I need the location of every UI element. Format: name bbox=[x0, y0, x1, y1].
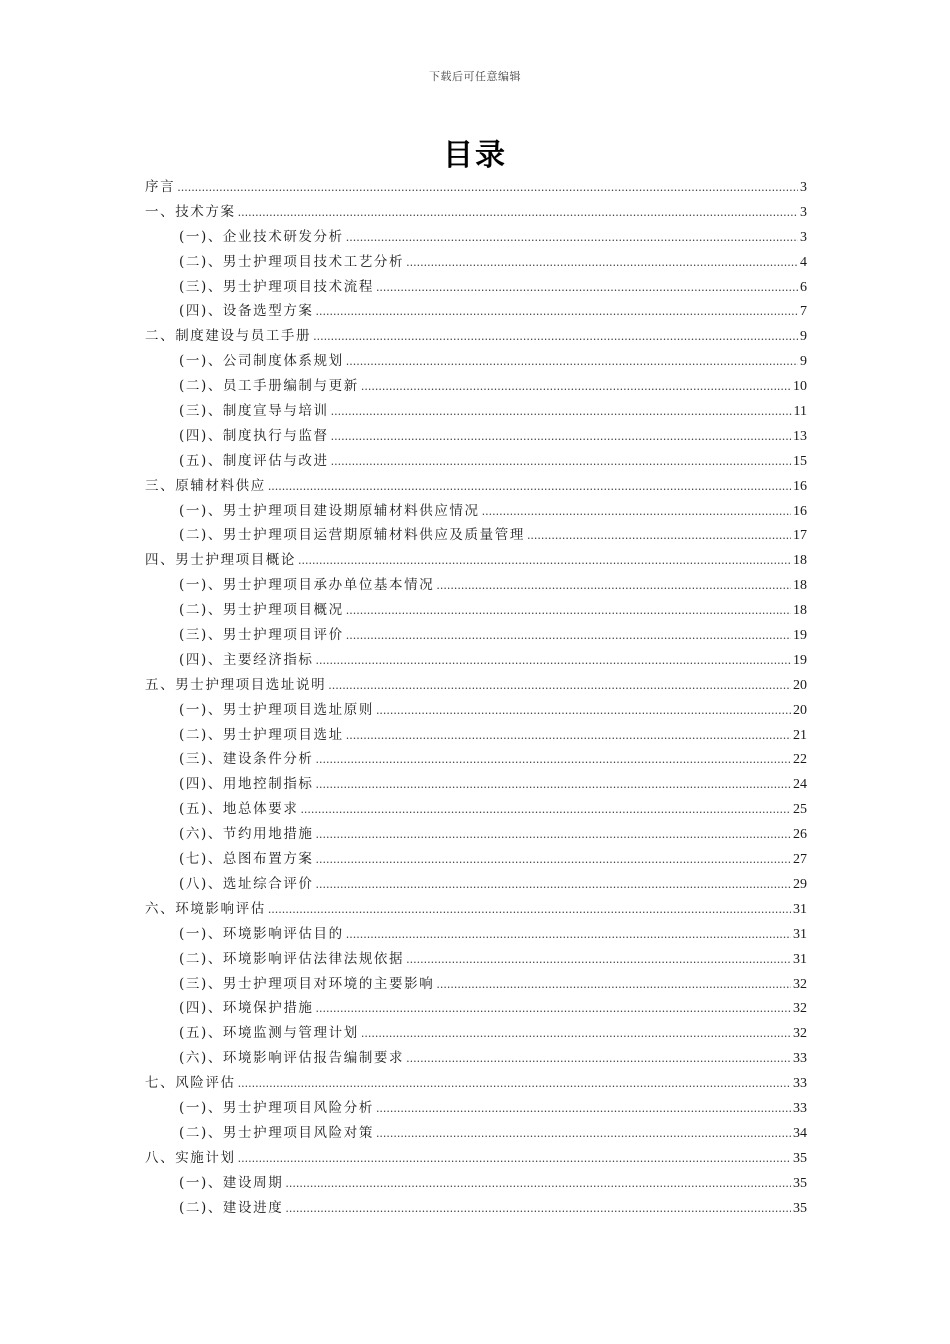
toc-entry-label: (二)、男士护理项目风险对策 bbox=[179, 1124, 374, 1141]
toc-section-entry[interactable] bbox=[145, 1171, 807, 1196]
toc-section-entry[interactable] bbox=[145, 822, 807, 847]
toc-page-number: 20 bbox=[793, 702, 807, 718]
toc-entry-label: (二)、建设进度 bbox=[179, 1199, 284, 1216]
toc-entry-label: (四)、制度执行与监督 bbox=[179, 427, 329, 444]
toc-section-entry[interactable] bbox=[145, 723, 807, 748]
toc-dot-leader bbox=[316, 300, 798, 325]
toc-dot-leader bbox=[331, 450, 791, 475]
toc-dot-leader bbox=[527, 524, 791, 549]
toc-page-number: 9 bbox=[800, 329, 807, 345]
toc-entry-label: 二、制度建设与员工手册 bbox=[145, 328, 312, 345]
toc-dot-leader bbox=[316, 649, 791, 674]
toc-page-number: 13 bbox=[793, 428, 807, 444]
toc-entry-label: 五、男士护理项目选址说明 bbox=[145, 676, 327, 693]
toc-section-entry[interactable] bbox=[145, 1096, 807, 1121]
toc-dot-leader bbox=[331, 400, 792, 425]
toc-dot-leader bbox=[316, 748, 791, 773]
toc-entry-label: (一)、男士护理项目承办单位基本情况 bbox=[179, 577, 435, 594]
toc-chapter-entry[interactable] bbox=[145, 1146, 807, 1171]
toc-page-number: 31 bbox=[793, 951, 807, 967]
toc-section-entry[interactable] bbox=[145, 499, 807, 524]
toc-page-number: 33 bbox=[793, 1100, 807, 1116]
toc-section-entry[interactable] bbox=[145, 1121, 807, 1146]
toc-page-number: 31 bbox=[793, 926, 807, 942]
toc-entry-label: (三)、男士护理项目评价 bbox=[179, 627, 344, 644]
toc-entry-label: (一)、建设周期 bbox=[179, 1174, 284, 1191]
toc-dot-leader bbox=[346, 724, 791, 749]
toc-dot-leader bbox=[177, 176, 798, 201]
toc-dot-leader bbox=[238, 201, 798, 226]
toc-section-entry[interactable] bbox=[145, 299, 807, 324]
toc-section-entry[interactable] bbox=[145, 872, 807, 897]
toc-entry-label: (二)、环境影响评估法律法规依据 bbox=[179, 950, 405, 967]
toc-chapter-entry[interactable] bbox=[145, 200, 807, 225]
toc-chapter-entry[interactable] bbox=[145, 1071, 807, 1096]
toc-page-number: 26 bbox=[793, 827, 807, 843]
toc-dot-leader bbox=[316, 823, 791, 848]
toc-page-number: 3 bbox=[800, 180, 807, 195]
toc-section-entry[interactable] bbox=[145, 1021, 807, 1046]
toc-dot-leader bbox=[346, 350, 798, 375]
toc-dot-leader bbox=[331, 425, 791, 450]
toc-dot-leader bbox=[436, 574, 791, 599]
toc-section-entry[interactable] bbox=[145, 225, 807, 250]
toc-dot-leader bbox=[406, 251, 798, 276]
toc-page-number: 3 bbox=[800, 229, 807, 245]
toc-dot-leader bbox=[285, 1172, 791, 1197]
toc-entry-label: (一)、公司制度体系规划 bbox=[179, 353, 344, 370]
toc-section-entry[interactable] bbox=[145, 922, 807, 947]
toc-dot-leader bbox=[376, 1097, 791, 1122]
toc-entry-label: (一)、男士护理项目建设期原辅材料供应情况 bbox=[179, 502, 480, 519]
toc-section-entry[interactable] bbox=[145, 275, 807, 300]
table-of-contents bbox=[145, 175, 807, 1220]
toc-dot-leader bbox=[346, 624, 791, 649]
toc-page-number: 32 bbox=[793, 976, 807, 992]
toc-page-number: 18 bbox=[793, 553, 807, 569]
toc-dot-leader bbox=[361, 375, 791, 400]
toc-entry-label: (二)、男士护理项目技术工艺分析 bbox=[179, 253, 405, 270]
toc-section-entry[interactable] bbox=[145, 424, 807, 449]
toc-entry-label: (五)、制度评估与改进 bbox=[179, 452, 329, 469]
toc-section-entry[interactable] bbox=[145, 1196, 807, 1221]
toc-page-number: 17 bbox=[793, 528, 807, 544]
toc-dot-leader bbox=[482, 500, 791, 525]
toc-chapter-entry[interactable] bbox=[145, 175, 807, 200]
toc-dot-leader bbox=[346, 599, 791, 624]
toc-entry-label: (三)、建设条件分析 bbox=[179, 751, 314, 768]
toc-dot-leader bbox=[376, 276, 798, 301]
toc-page-number: 15 bbox=[793, 453, 807, 469]
toc-entry-label: (四)、用地控制指标 bbox=[179, 776, 314, 793]
toc-dot-leader bbox=[316, 873, 791, 898]
toc-dot-leader bbox=[316, 997, 791, 1022]
toc-section-entry[interactable] bbox=[145, 947, 807, 972]
toc-section-entry[interactable] bbox=[145, 797, 807, 822]
toc-page-number: 34 bbox=[793, 1125, 807, 1141]
toc-page-number: 31 bbox=[793, 901, 807, 917]
toc-entry-label: (四)、设备选型方案 bbox=[179, 303, 314, 320]
toc-dot-leader bbox=[328, 674, 791, 699]
toc-entry-label: (三)、制度宣导与培训 bbox=[179, 403, 329, 420]
toc-dot-leader bbox=[313, 325, 798, 350]
toc-chapter-entry[interactable] bbox=[145, 324, 807, 349]
toc-page-number: 32 bbox=[793, 1001, 807, 1017]
toc-section-entry[interactable] bbox=[145, 573, 807, 598]
toc-dot-leader bbox=[376, 699, 791, 724]
toc-section-entry[interactable] bbox=[145, 349, 807, 374]
toc-page-number: 11 bbox=[793, 404, 807, 420]
toc-entry-label: (一)、环境影响评估目的 bbox=[179, 925, 344, 942]
toc-chapter-entry[interactable] bbox=[145, 548, 807, 573]
toc-page-number: 33 bbox=[793, 1051, 807, 1067]
toc-page-number: 35 bbox=[793, 1200, 807, 1216]
toc-page-number: 32 bbox=[793, 1026, 807, 1042]
toc-page-number: 24 bbox=[793, 777, 807, 793]
toc-page-number: 19 bbox=[793, 652, 807, 668]
toc-page-number: 3 bbox=[800, 204, 807, 220]
toc-page-number: 18 bbox=[793, 603, 807, 619]
toc-dot-leader bbox=[436, 973, 791, 998]
toc-section-entry[interactable] bbox=[145, 772, 807, 797]
toc-entry-label: (五)、环境监测与管理计划 bbox=[179, 1025, 359, 1042]
toc-entry-label: (六)、环境影响评估报告编制要求 bbox=[179, 1050, 405, 1067]
toc-entry-label: (一)、企业技术研发分析 bbox=[179, 228, 344, 245]
toc-dot-leader bbox=[285, 1197, 791, 1222]
toc-page-number: 29 bbox=[793, 876, 807, 892]
toc-page-number: 18 bbox=[793, 578, 807, 594]
toc-section-entry[interactable] bbox=[145, 250, 807, 275]
toc-page-number: 9 bbox=[800, 354, 807, 370]
toc-dot-leader bbox=[300, 798, 791, 823]
toc-section-entry[interactable] bbox=[145, 1046, 807, 1071]
toc-dot-leader bbox=[406, 1047, 791, 1072]
toc-entry-label: (四)、主要经济指标 bbox=[179, 651, 314, 668]
toc-section-entry[interactable] bbox=[145, 399, 807, 424]
toc-dot-leader bbox=[298, 549, 791, 574]
toc-entry-label: (二)、员工手册编制与更新 bbox=[179, 378, 359, 395]
toc-section-entry[interactable] bbox=[145, 523, 807, 548]
toc-page-number: 35 bbox=[793, 1175, 807, 1191]
toc-dot-leader bbox=[238, 1147, 791, 1172]
page-header-note: 下载后可任意编辑 bbox=[429, 70, 521, 83]
toc-page-number: 10 bbox=[793, 379, 807, 395]
toc-page-number: 16 bbox=[793, 478, 807, 494]
toc-chapter-entry[interactable] bbox=[145, 474, 807, 499]
toc-section-entry[interactable] bbox=[145, 996, 807, 1021]
toc-page-number: 22 bbox=[793, 752, 807, 768]
toc-chapter-entry[interactable] bbox=[145, 897, 807, 922]
toc-page-number: 25 bbox=[793, 802, 807, 818]
toc-page-number: 6 bbox=[800, 279, 807, 295]
toc-section-entry[interactable] bbox=[145, 449, 807, 474]
toc-section-entry[interactable] bbox=[145, 698, 807, 723]
toc-entry-label: 六、环境影响评估 bbox=[145, 900, 266, 917]
toc-entry-label: 三、原辅材料供应 bbox=[145, 477, 266, 494]
toc-page-number: 7 bbox=[800, 304, 807, 320]
toc-entry-label: (五)、地总体要求 bbox=[179, 801, 299, 818]
toc-entry-label: (一)、男士护理项目选址原则 bbox=[179, 701, 374, 718]
toc-entry-label: 序言 bbox=[145, 179, 176, 195]
toc-title: 目录 bbox=[443, 138, 507, 173]
toc-entry-label: (七)、总图布置方案 bbox=[179, 851, 314, 868]
toc-entry-label: (三)、男士护理项目对环境的主要影响 bbox=[179, 975, 435, 992]
toc-section-entry[interactable] bbox=[145, 747, 807, 772]
toc-page-number: 16 bbox=[793, 503, 807, 519]
toc-chapter-entry[interactable] bbox=[145, 673, 807, 698]
toc-entry-label: (二)、男士护理项目运营期原辅材料供应及质量管理 bbox=[179, 527, 525, 544]
toc-dot-leader bbox=[316, 848, 791, 873]
toc-section-entry[interactable] bbox=[145, 972, 807, 997]
toc-page-number: 19 bbox=[793, 628, 807, 644]
toc-entry-label: (一)、男士护理项目风险分析 bbox=[179, 1099, 374, 1116]
toc-dot-leader bbox=[346, 226, 798, 251]
toc-entry-label: (二)、男士护理项目概况 bbox=[179, 602, 344, 619]
toc-page-number: 35 bbox=[793, 1150, 807, 1166]
toc-page-number: 27 bbox=[793, 852, 807, 868]
toc-entry-label: 四、男士护理项目概论 bbox=[145, 552, 296, 569]
toc-page-number: 33 bbox=[793, 1076, 807, 1092]
toc-dot-leader bbox=[376, 1122, 791, 1147]
toc-entry-label: (二)、男士护理项目选址 bbox=[179, 726, 344, 743]
toc-entry-label: (四)、环境保护措施 bbox=[179, 1000, 314, 1017]
toc-page-number: 20 bbox=[793, 677, 807, 693]
toc-dot-leader bbox=[361, 1022, 791, 1047]
toc-section-entry[interactable] bbox=[145, 598, 807, 623]
toc-dot-leader bbox=[268, 898, 791, 923]
toc-dot-leader bbox=[406, 948, 791, 973]
toc-entry-label: (三)、男士护理项目技术流程 bbox=[179, 278, 374, 295]
toc-section-entry[interactable] bbox=[145, 374, 807, 399]
toc-dot-leader bbox=[238, 1072, 791, 1097]
toc-page-number: 4 bbox=[800, 254, 807, 270]
toc-dot-leader bbox=[316, 773, 791, 798]
toc-entry-label: 八、实施计划 bbox=[145, 1149, 236, 1166]
toc-entry-label: 七、风险评估 bbox=[145, 1075, 236, 1092]
toc-entry-label: (六)、节约用地措施 bbox=[179, 826, 314, 843]
toc-section-entry[interactable] bbox=[145, 648, 807, 673]
toc-page-number: 21 bbox=[793, 727, 807, 743]
toc-section-entry[interactable] bbox=[145, 623, 807, 648]
toc-section-entry[interactable] bbox=[145, 847, 807, 872]
toc-entry-label: (八)、选址综合评价 bbox=[179, 875, 314, 892]
toc-dot-leader bbox=[346, 923, 791, 948]
toc-dot-leader bbox=[268, 475, 791, 500]
toc-entry-label: 一、技术方案 bbox=[145, 203, 236, 220]
